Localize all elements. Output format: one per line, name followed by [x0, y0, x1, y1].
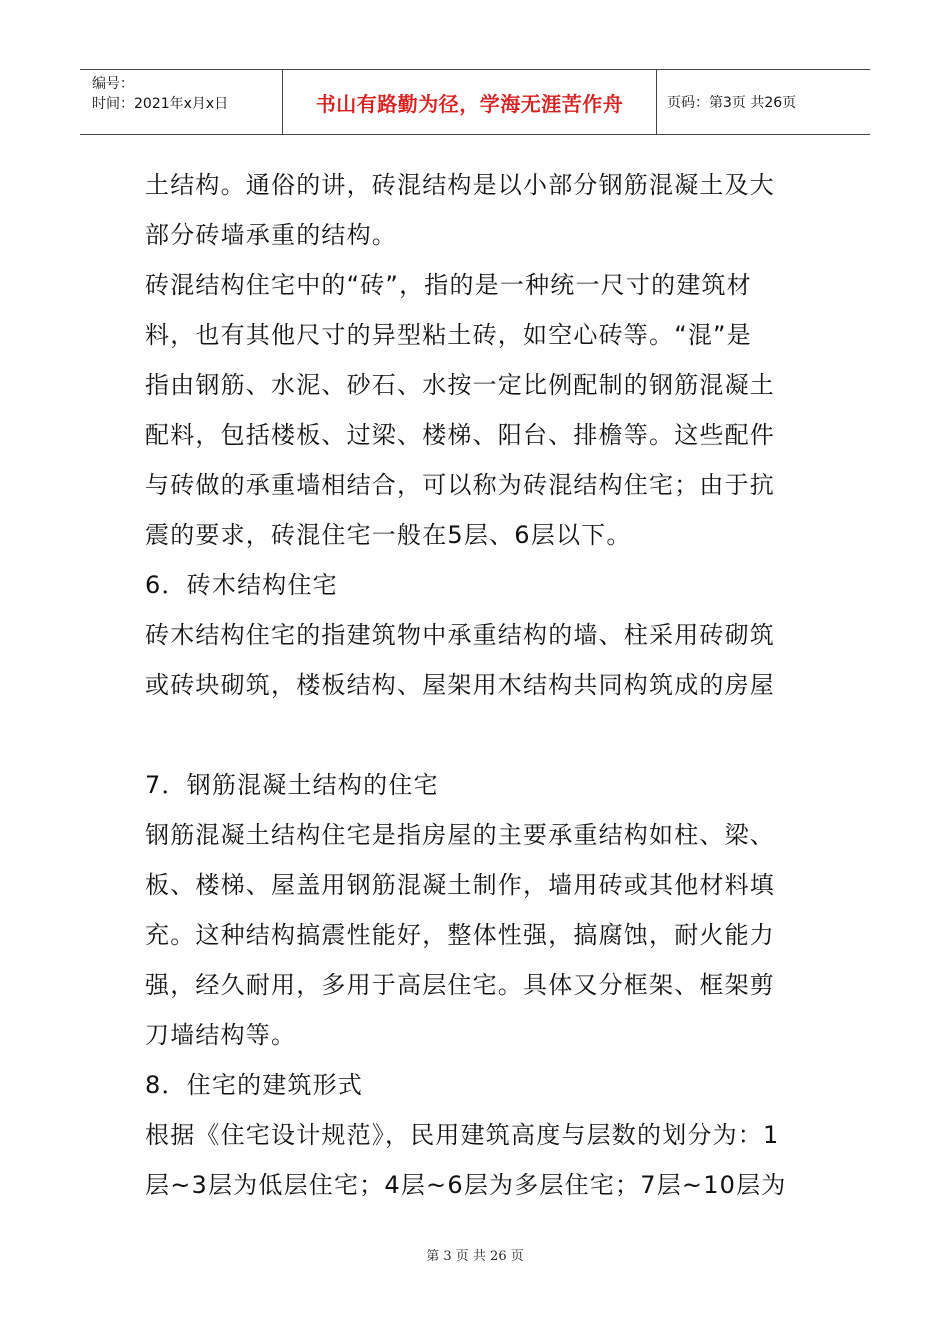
- body-line: 或砖块砌筑，楼板结构、屋架用木结构共同构筑成的房屋: [145, 671, 775, 699]
- body-line: 砖木结构住宅的指建筑物中承重结构的墙、柱采用砖砌筑: [145, 621, 775, 649]
- header-meta: [80, 70, 283, 134]
- body-line: 层~3层为低层住宅；4层~6层为多层住宅；7层~10层为: [145, 1171, 787, 1199]
- header-motto: 书山有路勤为径，学海无涯苦作舟: [315, 91, 624, 116]
- body-line: 刀墙结构等。: [145, 1021, 297, 1049]
- body-line: 砖混结构住宅中的“砖”，指的是一种统一尺寸的建筑材: [145, 271, 752, 299]
- section-heading-7: 7．钢筋混凝土结构的住宅: [145, 771, 439, 799]
- header-motto-cell: [283, 70, 657, 134]
- document-header: [80, 69, 870, 135]
- body-line: 指由钢筋、水泥、砂石、水按一定比例配制的钢筋混凝土: [145, 371, 775, 399]
- header-page-cell: [657, 70, 870, 134]
- header-page-info: 页码：第3页 共26页: [667, 95, 797, 111]
- document-body: [145, 160, 815, 1210]
- body-line: 与砖做的承重墙相结合，可以称为砖混结构住宅；由于抗: [145, 471, 775, 499]
- body-line: 震的要求，砖混住宅一般在5层、6层以下。: [145, 521, 632, 549]
- page-footer: 第 3 页 共 26 页: [426, 1249, 524, 1264]
- section-heading-6: 6．砖木结构住宅: [145, 571, 338, 599]
- body-line: 强，经久耐用，多用于高层住宅。具体又分框架、框架剪: [145, 971, 775, 999]
- body-line: 钢筋混凝土结构住宅是指房屋的主要承重结构如柱、梁、: [145, 821, 775, 849]
- body-line: 充。这种结构搞震性能好，整体性强，搞腐蚀，耐火能力: [145, 921, 775, 949]
- document-number-label: 编号：: [92, 76, 134, 92]
- body-line: 土结构。通俗的讲，砖混结构是以小部分钢筋混凝土及大: [145, 171, 775, 199]
- blank-line: [145, 710, 815, 760]
- body-line: 板、楼梯、屋盖用钢筋混凝土制作，墙用砖或其他材料填: [145, 871, 775, 899]
- document-date: 时间：2021年x月x日: [92, 96, 229, 112]
- body-line: 根据《住宅设计规范》，民用建筑高度与层数的划分为：1: [145, 1121, 780, 1149]
- body-line: 部分砖墙承重的结构。: [145, 221, 397, 249]
- section-heading-8: 8．住宅的建筑形式: [145, 1071, 364, 1099]
- body-line: 料，也有其他尺寸的异型粘土砖，如空心砖等。“混”是: [145, 321, 752, 349]
- body-line: 配料，包括楼板、过梁、楼梯、阳台、排檐等。这些配件: [145, 421, 775, 449]
